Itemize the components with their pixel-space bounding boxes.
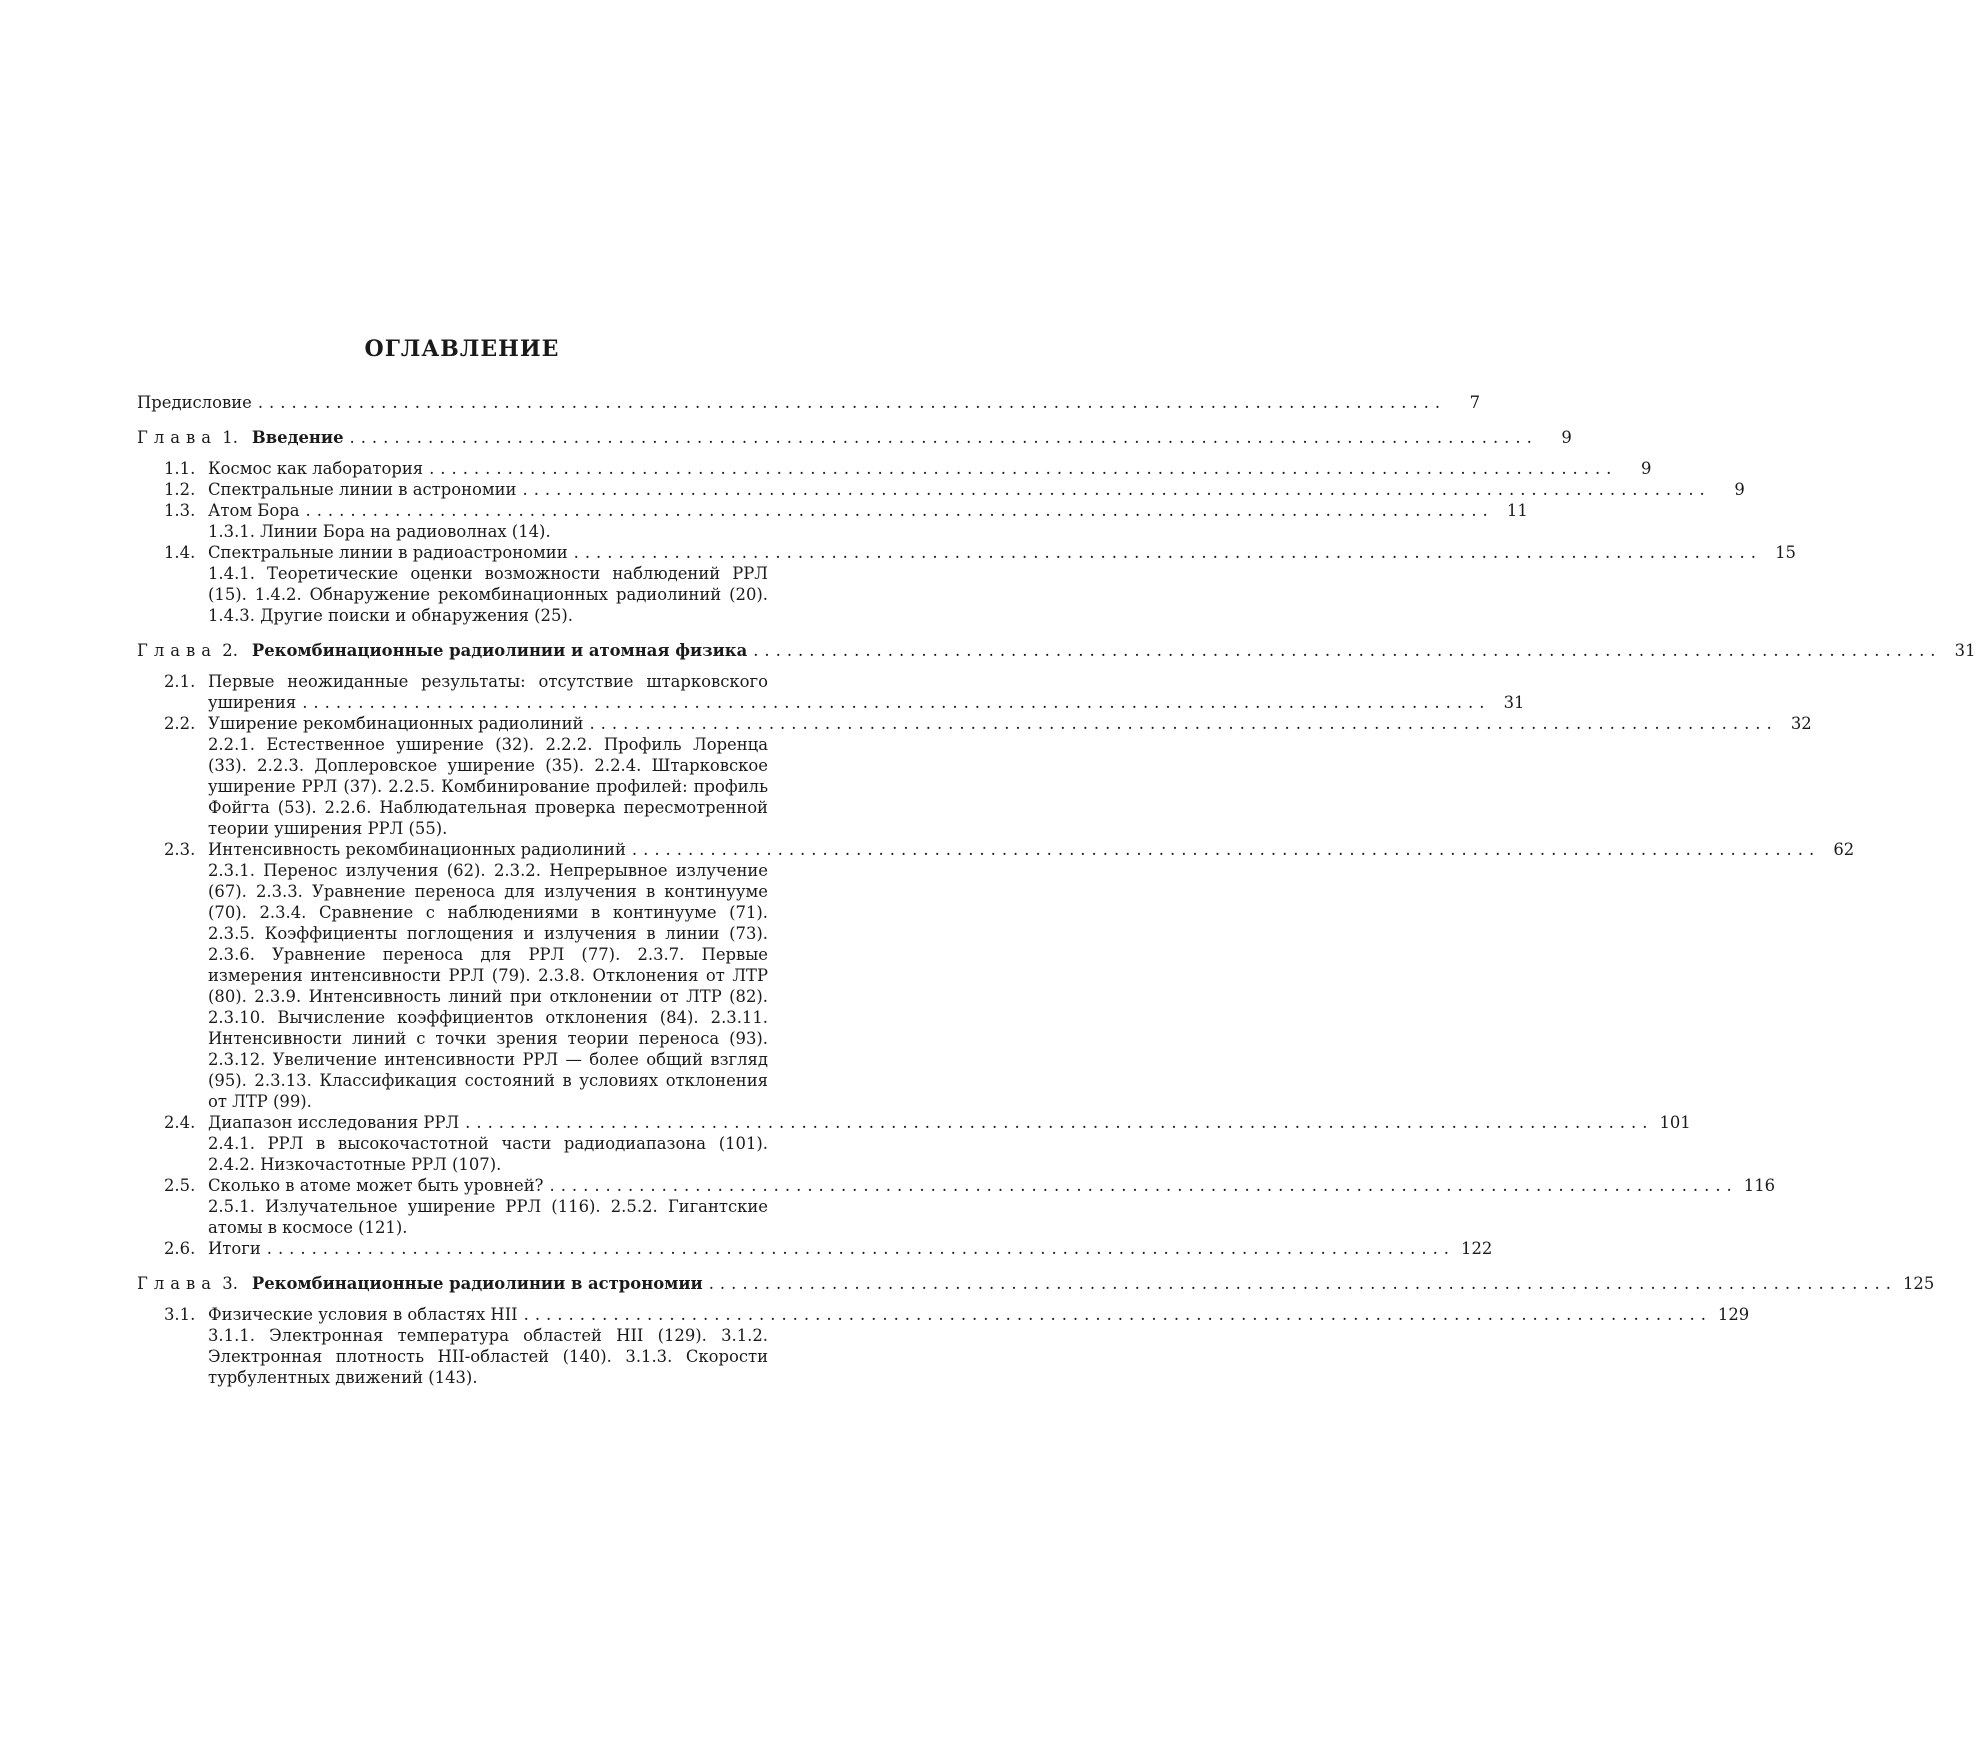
section-title-row [208, 542, 1796, 563]
section-title: Уширение рекомбинационных радиолиний [208, 714, 584, 733]
page-number: 7 [1469, 393, 1481, 412]
toc-entry-section[interactable] [164, 479, 1745, 500]
leader-dots: .......................................................................................................... [589, 714, 1778, 733]
section-number: 1.2. [164, 480, 196, 499]
chapter-title: Рекомбинационные радиолинии в астрономии [251, 1274, 703, 1293]
page-number: 62 [1833, 840, 1855, 859]
section-body [208, 479, 1745, 500]
section-title-row [208, 1112, 1691, 1133]
page-number: 116 [1743, 1176, 1776, 1195]
leader-dots: .......................................................................................................... [523, 1305, 1712, 1324]
leader-dots: .......................................................................................................... [573, 543, 1762, 562]
section-title: Спектральные линии в радиоастрономии [208, 543, 568, 562]
section-title: Итоги [208, 1239, 261, 1258]
chapter-block [137, 640, 1976, 1259]
section-number: 3.1. [164, 1305, 196, 1324]
toc-entry-chapter[interactable] [137, 1273, 1935, 1294]
toc-entry-section[interactable] [164, 1304, 1750, 1388]
chapter-word: Глава [137, 1274, 218, 1293]
chapter-number: 1. [222, 428, 238, 447]
subsection-list: 2.5.1. Излучательное уширение РРЛ (116). 2.5.2. Гигантские атомы в космосе (121). [208, 1197, 768, 1237]
toc-entry-section[interactable] [164, 671, 1525, 713]
page-number: 9 [1640, 459, 1652, 478]
section-title-row [208, 458, 1651, 479]
leader-dots: .......................................................................................................... [429, 459, 1618, 478]
chapter-title: Рекомбинационные радиолинии и атомная физика [251, 641, 748, 660]
sections-list [137, 458, 1796, 626]
section-body [208, 713, 1812, 839]
page-number: 9 [1734, 480, 1745, 499]
chapter-label [137, 427, 344, 448]
leader-dots: .......................................................................................................... [305, 501, 1494, 520]
chapter-number: 2. [222, 641, 238, 660]
section-body [208, 1304, 1749, 1388]
leader-dots: .......................................................................................................... [349, 428, 1538, 447]
section-body [208, 671, 1524, 713]
section-title-row [208, 479, 1745, 500]
section-title-line: Первые неожиданные результаты: отсутствие штарковского [208, 672, 768, 691]
page-number: 122 [1461, 1239, 1493, 1258]
toc-entry-section[interactable] [164, 458, 1652, 479]
subsection-list: 3.1.1. Электронная температура областей HII (129). 3.1.2. Электронная плотность HII-областей (140). 3.1.3. Скорости турбулентных движений (143). [208, 1326, 768, 1387]
leader-dots: .......................................................................................................... [522, 480, 1711, 499]
leader-dots: .......................................................................................................... [708, 1274, 1897, 1293]
section-number: 1.3. [164, 501, 196, 520]
section-body [208, 1238, 1492, 1259]
section-title: Космос как лаборатория [208, 459, 424, 478]
section-number: 1.4. [164, 543, 196, 562]
section-body [208, 542, 1796, 626]
chapter-label [137, 1273, 703, 1294]
subsection-list: 2.4.1. РРЛ в высокочастотной части радиодиапазона (101). 2.4.2. Низкочастотные РРЛ (107). [208, 1134, 768, 1174]
toc-entry-section[interactable] [164, 1175, 1776, 1238]
preface-label: Предисловие [137, 393, 252, 412]
section-title: Физические условия в областях HII [208, 1305, 518, 1324]
page-number: 31 [1954, 641, 1976, 660]
leader-dots: .......................................................................................................... [753, 641, 1942, 660]
toc-entry-chapter[interactable] [137, 427, 1572, 448]
chapter-label [137, 640, 747, 661]
chapter-number: 3. [222, 1274, 238, 1293]
section-number: 2.6. [164, 1239, 196, 1258]
sections-list [137, 1304, 1750, 1388]
leader-dots: .......................................................................................................... [549, 1176, 1738, 1195]
chapters-list [137, 427, 1976, 1388]
sections-list [137, 671, 1855, 1259]
chapter-word: Глава [137, 641, 218, 660]
chapter-block [137, 1273, 1935, 1388]
section-number: 1.1. [164, 459, 196, 478]
page-number: 11 [1506, 501, 1528, 520]
toc-entry-section[interactable] [164, 542, 1796, 626]
section-title-row [208, 1175, 1775, 1196]
subsection-list: 2.3.1. Перенос излучения (62). 2.3.2. Непрерывное излучение (67). 2.3.3. Уравнение переноса для излучения в континууме (70). 2.3.4. Сравнение с наблюдениями в континууме (71). 2.3.5. Коэффициенты поглощения и излучения в линии (73). 2.3.6. Уравнение переноса для РРЛ (77). 2.3.7. Первые измерения интенсивности РРЛ (79). 2.3.8. Отклонения от ЛТР (80). 2.3.9. Интенсивность линий при отклонении от ЛТР (82). 2.3.10. Вычисление коэффициентов отклонения (84). 2.3.11. Интенсивности линий с точки зрения теории переноса (93). 2.3.12. Увеличение интенсивности РРЛ — более общий взгляд (95). 2.3.13. Классификация состояний в условиях отклонения от ЛТР (99). [208, 861, 768, 1111]
leader-dots: .......................................................................................................... [631, 840, 1821, 859]
section-title-row [208, 713, 1812, 734]
page-number: 15 [1775, 543, 1796, 562]
page-number: 125 [1902, 1274, 1935, 1293]
toc-entry-preface[interactable] [137, 392, 1481, 413]
section-title: уширения [208, 693, 297, 712]
chapter-word: Глава [137, 428, 218, 447]
section-title-row [208, 839, 1854, 860]
page-number: 9 [1561, 428, 1572, 447]
section-title: Диапазон исследования РРЛ [208, 1113, 460, 1132]
toc-entry-chapter[interactable] [137, 640, 1976, 661]
section-number: 2.4. [164, 1113, 196, 1132]
page-number: 31 [1503, 693, 1525, 712]
section-body [208, 1175, 1775, 1238]
section-body [208, 500, 1528, 542]
toc-entry-section[interactable] [164, 500, 1528, 542]
chapter-block [137, 427, 1796, 626]
section-title: Атом Бора [208, 501, 300, 520]
leader-dots: .......................................................................................................... [302, 693, 1491, 712]
page-number: 129 [1717, 1305, 1750, 1324]
page-title: ОГЛАВЛЕНИЕ [364, 336, 560, 362]
section-number: 2.1. [164, 672, 196, 691]
section-title: Спектральные линии в астрономии [208, 480, 517, 499]
section-title-row [208, 500, 1528, 521]
subsection-list: 2.2.1. Естественное уширение (32). 2.2.2. Профиль Лоренца (33). 2.2.3. Доплеровское уширение (35). 2.2.4. Штарковское уширение РРЛ (37). 2.2.5. Комбинирование профилей: профиль Фойгта (53). 2.2.6. Наблюдательная проверка пересмотренной теории уширения РРЛ (55). [208, 735, 768, 838]
leader-dots: .......................................................................................................... [465, 1113, 1654, 1132]
section-number: 2.3. [164, 840, 196, 859]
section-body [208, 839, 1854, 1112]
page-number: 101 [1659, 1113, 1691, 1132]
toc-entry-section[interactable] [164, 1112, 1691, 1175]
toc-entry-section[interactable] [164, 839, 1855, 1112]
chapter-title: Введение [251, 428, 344, 447]
section-body [208, 1112, 1691, 1175]
table-of-contents [137, 392, 1976, 1388]
toc-entry-section[interactable] [164, 713, 1812, 839]
subsection-list: 1.4.1. Теоретические оценки возможности наблюдений РРЛ (15). 1.4.2. Обнаружение рекомбинационных радиолиний (20). 1.4.3. Другие поиски и обнаружения (25). [208, 564, 768, 625]
section-number: 2.5. [164, 1176, 196, 1195]
section-title-row [208, 1304, 1749, 1325]
leader-dots: .......................................................................................................... [266, 1239, 1456, 1258]
section-number: 2.2. [164, 714, 196, 733]
subsection-list: 1.3.1. Линии Бора на радиоволнах (14). [208, 522, 551, 541]
section-title-row [208, 1238, 1492, 1259]
section-title-row [208, 692, 1524, 713]
toc-entry-section[interactable] [164, 1238, 1493, 1259]
section-body [208, 458, 1651, 479]
section-title: Интенсивность рекомбинационных радиолиний [208, 840, 626, 859]
leader-dots: .......................................................................................................... [257, 393, 1447, 412]
section-title: Сколько в атоме может быть уровней? [208, 1176, 544, 1195]
page-number: 32 [1790, 714, 1812, 733]
